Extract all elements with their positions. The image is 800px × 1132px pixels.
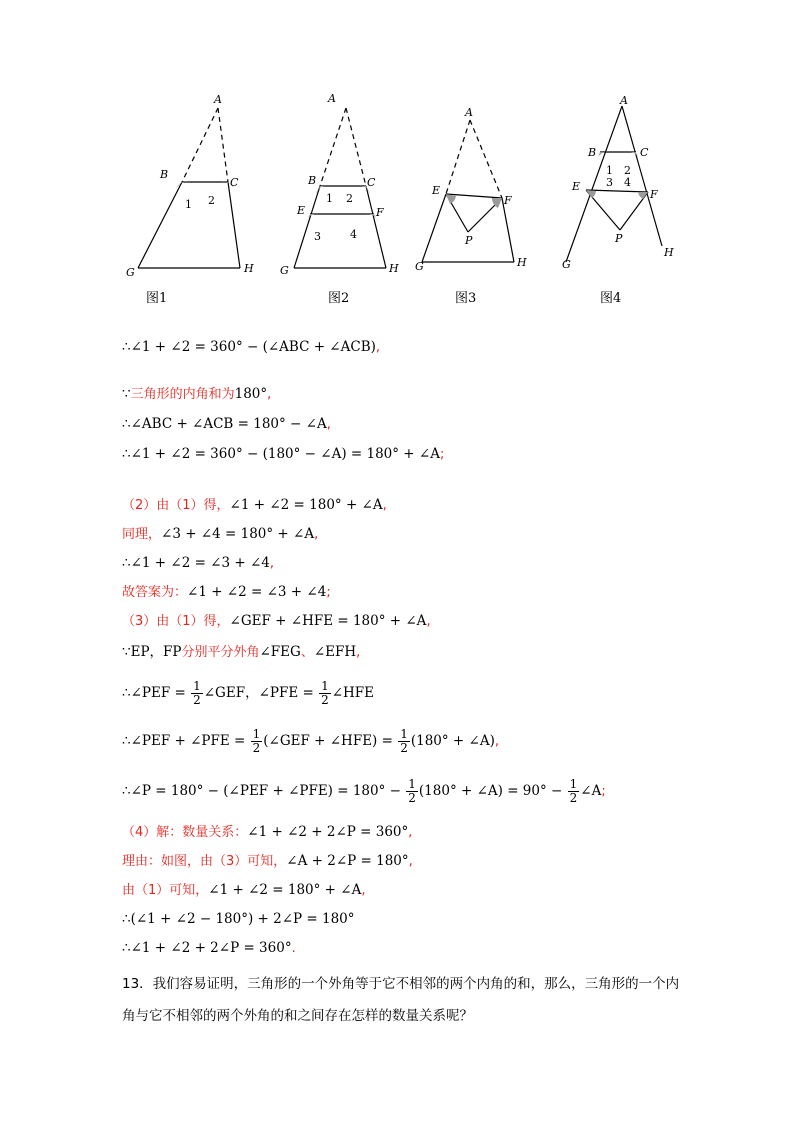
svg-text:E: E bbox=[297, 204, 306, 217]
svg-text:A: A bbox=[214, 93, 222, 106]
solution-line: 同理，∠3 + ∠4 = 180° + ∠A, bbox=[122, 526, 319, 542]
caption-fig1: 图1 bbox=[146, 291, 168, 306]
svg-text:F: F bbox=[650, 188, 658, 201]
svg-text:H: H bbox=[244, 262, 254, 275]
solution-line: ∵三角形的内角和为180°, bbox=[122, 386, 272, 402]
svg-text:2: 2 bbox=[346, 192, 353, 205]
svg-text:E: E bbox=[432, 184, 441, 197]
svg-text:B: B bbox=[588, 146, 597, 159]
answer-line: 故答案为：∠1 + ∠2 = ∠3 + ∠4; bbox=[122, 584, 331, 600]
svg-text:H: H bbox=[664, 246, 674, 259]
solution-line: ∴∠1 + ∠2 = 360° − (∠ABC + ∠ACB), bbox=[122, 339, 381, 355]
svg-text:2: 2 bbox=[624, 164, 631, 177]
svg-text:G: G bbox=[126, 266, 135, 279]
svg-text:4: 4 bbox=[350, 228, 357, 241]
solution-line: ∴∠1 + ∠2 = ∠3 + ∠4, bbox=[122, 555, 275, 571]
svg-text:G: G bbox=[562, 258, 571, 271]
svg-text:G: G bbox=[415, 260, 424, 273]
svg-text:A: A bbox=[328, 92, 336, 105]
svg-text:F: F bbox=[504, 194, 512, 207]
solution-line: （4）解：数量关系：∠1 + ∠2 + 2∠P = 360°, bbox=[122, 824, 413, 840]
svg-text:H: H bbox=[389, 262, 399, 275]
svg-text:P: P bbox=[615, 232, 623, 245]
solution-line: ∴(∠1 + ∠2 − 180°) + 2∠P = 180° bbox=[122, 911, 355, 927]
svg-text:C: C bbox=[640, 146, 649, 159]
figures bbox=[110, 90, 710, 320]
svg-text:F: F bbox=[376, 206, 384, 219]
svg-text:C: C bbox=[230, 176, 239, 189]
solution-line: ∴∠1 + ∠2 = 360° − (180° − ∠A) = 180° + ∠A; bbox=[122, 446, 445, 462]
svg-text:4: 4 bbox=[624, 176, 631, 189]
solution-line: ∴∠ABC + ∠ACB = 180° − ∠A, bbox=[122, 416, 331, 432]
svg-text:1: 1 bbox=[326, 192, 333, 205]
fraction-line: ∴∠PEF + ∠PFE = $\frac{1}{2}$ (∠GEF + ∠HFE) = $\frac{1}{2}$ (180° + ∠A), bbox=[122, 727, 500, 755]
solution-line: ∵EP，FP分别平分外角∠FEG、∠EFH, bbox=[122, 644, 361, 660]
fraction-line: ∴∠P = 180° − (∠PEF + ∠PFE) = 180° − $\frac{1}{2}$ (180° + ∠A) = 90° − $\frac{1}{2}$ ∠A; bbox=[122, 777, 606, 805]
svg-text:A: A bbox=[620, 94, 628, 107]
svg-text:P: P bbox=[465, 234, 473, 247]
fraction-line: ∴∠PEF = $\frac{1}{2}$ ∠GEF，∠PFE = $\frac{1}{2}$ ∠HFE bbox=[122, 679, 375, 707]
solution-line: 理由：如图，由（3）可知，∠A + 2∠P = 180°, bbox=[122, 853, 413, 869]
svg-text:G: G bbox=[280, 264, 289, 277]
caption-fig2: 图2 bbox=[328, 291, 350, 306]
svg-text:A: A bbox=[465, 106, 473, 119]
caption-fig3: 图3 bbox=[455, 291, 477, 306]
geometry-figures bbox=[110, 90, 710, 320]
solution-line: （2）由（1）得，∠1 + ∠2 = 180° + ∠A, bbox=[122, 497, 387, 513]
solution-line: （3）由（1）得，∠GEF + ∠HFE = 180° + ∠A, bbox=[122, 613, 431, 629]
svg-text:H: H bbox=[517, 256, 527, 269]
question-13: 13．我们容易证明，三角形的一个外角等于它不相邻的两个内角的和，那么，三角形的一个内角与它不相邻的两个外角的和之间存在怎样的数量关系呢？ bbox=[122, 976, 680, 1024]
solution-line: ∴∠1 + ∠2 + 2∠P = 360°. bbox=[122, 940, 296, 956]
svg-text:3: 3 bbox=[314, 230, 321, 243]
svg-text:B: B bbox=[308, 174, 317, 187]
svg-text:1: 1 bbox=[606, 164, 613, 177]
caption-fig4: 图4 bbox=[600, 291, 622, 306]
svg-text:B: B bbox=[160, 168, 169, 181]
solution-line: 由（1）可知，∠1 + ∠2 = 180° + ∠A, bbox=[122, 882, 366, 898]
svg-text:2: 2 bbox=[208, 194, 215, 207]
svg-text:E: E bbox=[572, 180, 581, 193]
svg-text:3: 3 bbox=[606, 176, 613, 189]
svg-text:C: C bbox=[367, 176, 376, 189]
svg-text:1: 1 bbox=[185, 198, 192, 211]
